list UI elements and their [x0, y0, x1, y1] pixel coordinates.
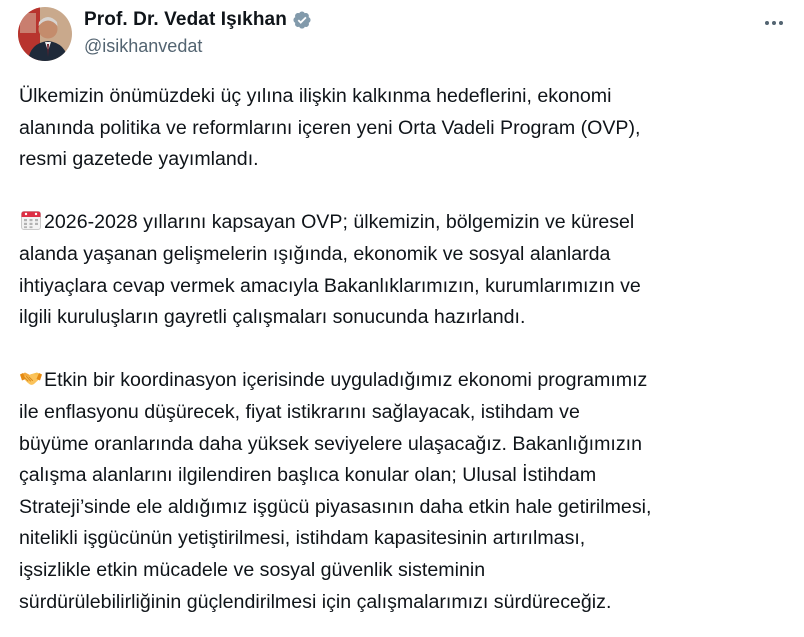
- more-icon-svg: [762, 11, 786, 35]
- tweet-header: [18, 7, 788, 61]
- tweet-paragraph: [19, 81, 795, 176]
- tweet-paragraph: [19, 207, 795, 333]
- paragraph-gap: [19, 334, 795, 366]
- verified-badge-icon[interactable]: [292, 10, 312, 30]
- text-line: alanda yaşanan gelişmelerin ışığında, ekonomik ve sosyal alanlarda: [19, 242, 611, 265]
- text-line: Strateji’sinde ele aldığımız işgücü piyasasının daha etkin hale getirilmesi,: [19, 495, 652, 518]
- author-handle[interactable]: @isikhanvedat: [84, 36, 203, 56]
- text-line: çalışma alanlarını ilgilendiren başlıca konular olan; Ulusal İstihdam: [19, 464, 597, 487]
- text-line: işsizlikle etkin mücadele ve sosyal güvenlik sisteminin: [19, 558, 486, 581]
- text-line: Etkin bir koordinasyon içerisinde uyguladığımız ekonomi programımız: [44, 369, 648, 392]
- text-line: büyüme oranlarında daha yüksek seviyelere ulaşacağız. Bakanlığımızın: [19, 432, 642, 455]
- text-line: sürdürülebilirliğinin güçlendirilmesi için çalışmalarımızı sürdüreceğiz.: [19, 590, 612, 613]
- tweet-text: [19, 81, 795, 618]
- calendar-emoji-svg: [19, 208, 43, 232]
- text-line: ihtiyaçlara cevap vermek amacıyla Bakanlıklarımızın, kurumlarımızın ve: [19, 274, 641, 297]
- author-info: [84, 7, 312, 57]
- calendar-icon: [19, 208, 43, 232]
- profile-photo-icon: [18, 7, 72, 61]
- text-line: resmi gazetede yayımlandı.: [19, 148, 259, 171]
- tweet-paragraph: [19, 365, 795, 618]
- text-line: ilgili kuruluşların gayretli çalışmaları sonucunda hazırlandı.: [19, 306, 526, 329]
- paragraph-gap: [19, 176, 795, 208]
- handshake-icon: [19, 366, 43, 390]
- author-display-name[interactable]: Prof. Dr. Vedat Işıkhan: [84, 9, 287, 30]
- verified-badge-svg: [292, 10, 312, 30]
- text-line: alanında politika ve reformlarını içeren yeni Orta Vadeli Program (OVP),: [19, 116, 641, 139]
- name-row: [84, 7, 312, 33]
- handshake-emoji-svg: [19, 366, 43, 390]
- avatar[interactable]: [18, 7, 72, 61]
- text-line: ile enflasyonu düşürecek, fiyat istikrarını sağlayacak, istihdam ve: [19, 400, 580, 423]
- text-line: Ülkemizin önümüzdeki üç yılına ilişkin kalkınma hedeflerini, ekonomi: [19, 85, 612, 107]
- text-line: 2026-2028 yıllarını kapsayan OVP; ülkemizin, bölgemizin ve küresel: [44, 211, 635, 234]
- text-line: nitelikli işgücünün yetiştirilmesi, istihdam kapasitesinin artırılması,: [19, 527, 586, 550]
- more-horizontal-icon[interactable]: [762, 11, 786, 35]
